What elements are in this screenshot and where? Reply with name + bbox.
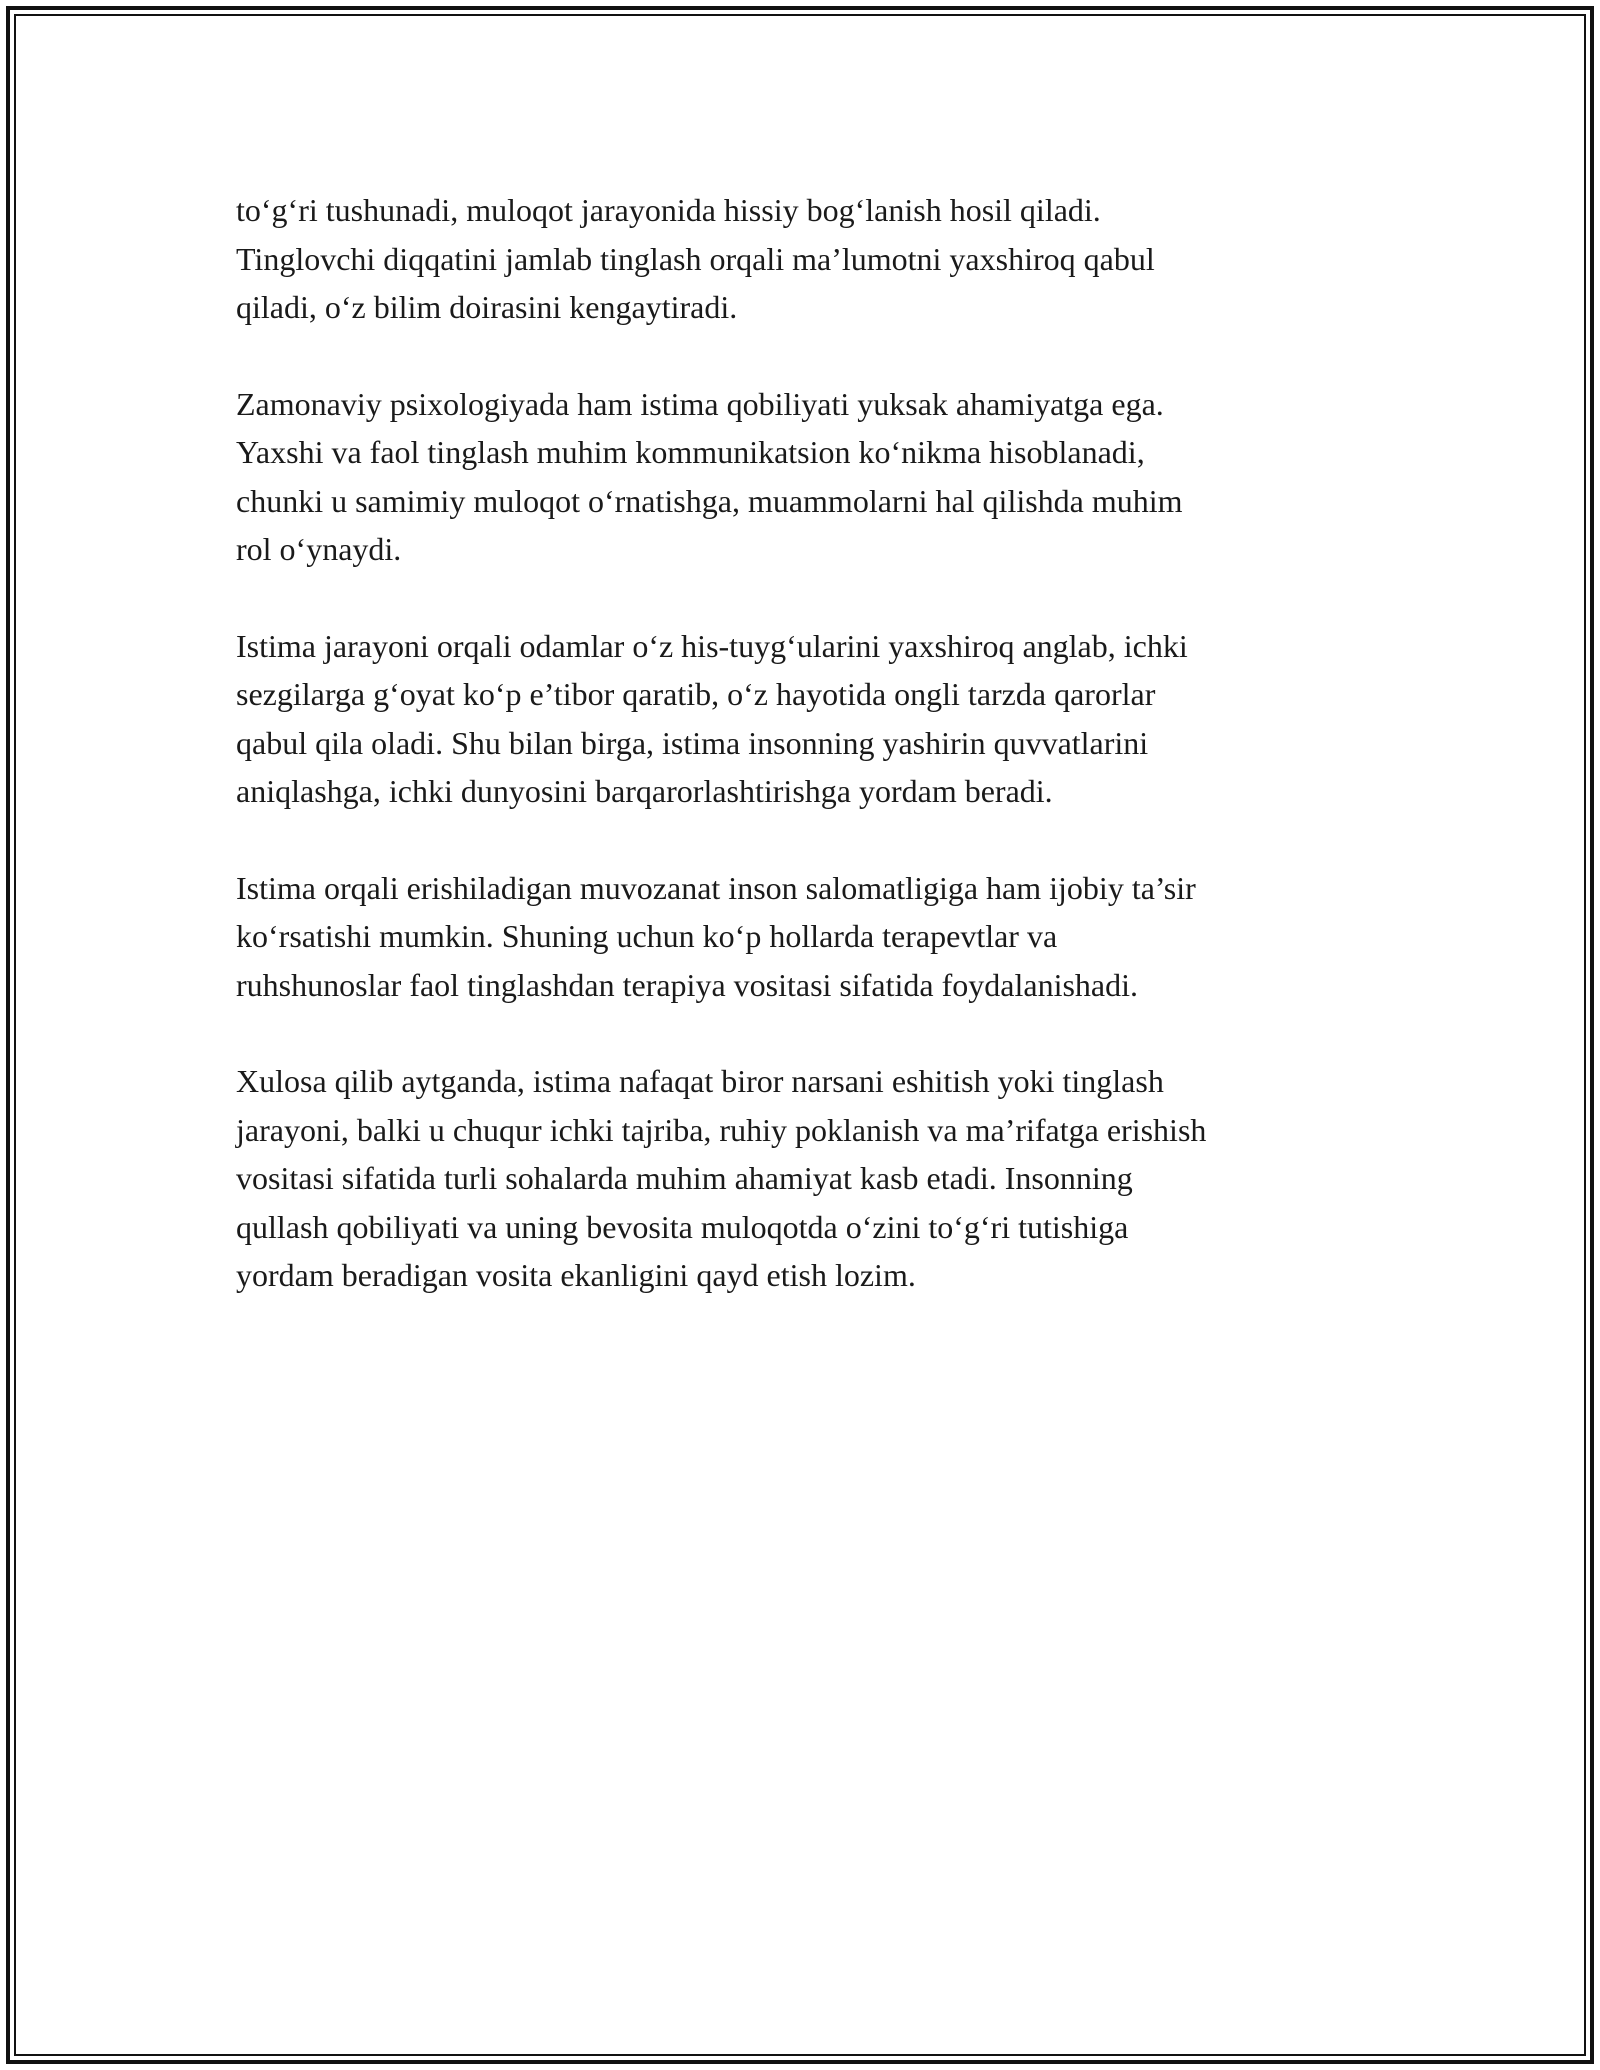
paragraph-4 xyxy=(236,864,1386,1010)
text-line: Tinglovchi diqqatini jamlab tinglash orqali ma’lumotni yaxshiroq qabul xyxy=(236,240,1155,277)
text-line: chunki u samimiy muloqot o‘rnatishga, muammolarni hal qilishda muhim xyxy=(236,482,1183,519)
text-line: jarayoni, balki u chuqur ichki tajriba, ruhiy poklanish va ma’rifatga erishish xyxy=(236,1111,1207,1148)
text-line: yordam beradigan vosita ekanligini qayd etish lozim. xyxy=(236,1257,916,1293)
text-line: Istima orqali erishiladigan muvozanat inson salomatligiga ham ijobiy ta’sir xyxy=(236,869,1196,906)
text-line: qabul qila oladi. Shu bilan birga, istima insonning yashirin quvvatlarini xyxy=(236,724,1149,761)
document-body xyxy=(236,186,1386,1348)
text-line: qiladi, o‘z bilim doirasini kengaytiradi. xyxy=(236,289,738,325)
text-line: Zamonaviy psixologiyada ham istima qobiliyati yuksak ahamiyatga ega. xyxy=(236,385,1164,422)
text-line: sezgilarga g‘oyat ko‘p e’tibor qaratib, o‘z hayotida ongli tarzda qarorlar xyxy=(236,676,1156,712)
paragraph-2 xyxy=(236,380,1386,574)
text-line: to‘g‘ri tushunadi, muloqot jarayonida hissiy bog‘lanish hosil qiladi. xyxy=(236,192,1101,228)
text-line: Xulosa qilib aytganda, istima nafaqat biror narsani eshitish yoki tinglash xyxy=(236,1063,1164,1099)
text-line: Istima jarayoni orqali odamlar o‘z his-tuyg‘ularini yaxshiroq anglab, ichki xyxy=(236,627,1188,664)
text-line: aniqlashga, ichki dunyosini barqarorlashtirishga yordam beradi. xyxy=(236,773,1053,809)
paragraph-3 xyxy=(236,622,1386,816)
text-line: ruhshunoslar faol tinglashdan terapiya vositasi sifatida foydalanishadi. xyxy=(236,966,1138,1003)
text-line: qullash qobiliyati va uning bevosita muloqotda o‘zini to‘g‘ri tutishiga xyxy=(236,1208,1129,1245)
text-line: ko‘rsatishi mumkin. Shuning uchun ko‘p hollarda terapevtlar va xyxy=(236,918,1058,954)
text-line: Yaxshi va faol tinglash muhim kommunikatsion ko‘nikma hisoblanadi, xyxy=(236,434,1145,470)
text-line: vositasi sifatida turli sohalarda muhim ahamiyat kasb etadi. Insonning xyxy=(236,1160,1133,1196)
paragraph-1 xyxy=(236,186,1386,332)
paragraph-5 xyxy=(236,1057,1386,1300)
text-line: rol o‘ynaydi. xyxy=(236,531,402,567)
